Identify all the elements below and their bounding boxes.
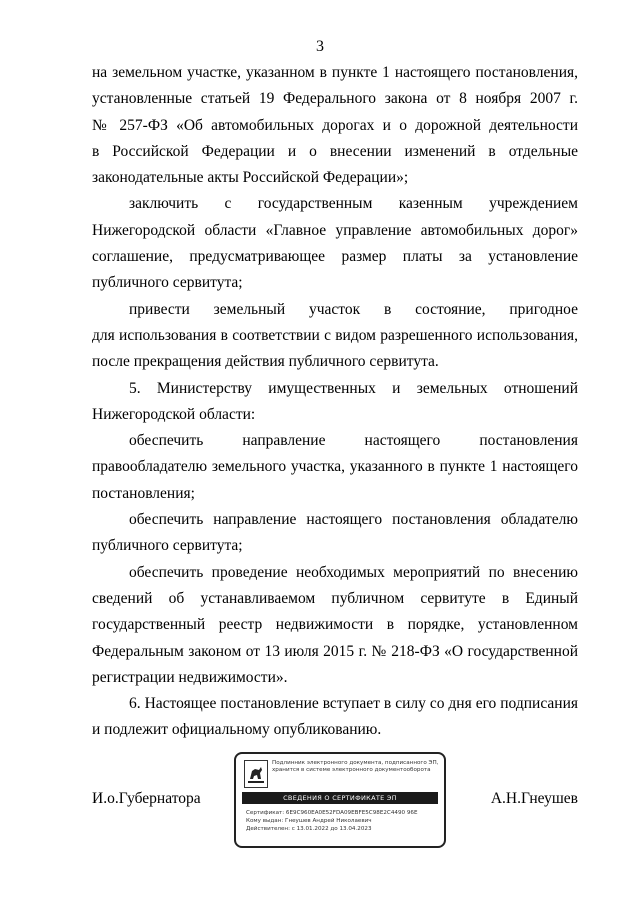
page-number: 3 (316, 38, 324, 55)
coat-of-arms-icon (244, 760, 268, 788)
text-line: обеспечить направление настоящего постановления (129, 432, 578, 450)
text-line: Нижегородской области: (92, 405, 256, 423)
stamp-header: СВЕДЕНИЯ О СЕРТИФИКАТЕ ЭП (242, 792, 438, 804)
text-line: Федеральным законом от 13 июля 2015 г. № 218-ФЗ «О государственной (92, 642, 578, 660)
paragraph (92, 560, 578, 691)
paragraph (92, 297, 578, 376)
text-line: постановления; (92, 484, 195, 502)
text-line: 6. Настоящее постановление вступает в силу со дня его подписания (129, 695, 578, 713)
text-line: обеспечить направление настоящего постановления обладателю (129, 511, 578, 529)
stamp-detail-row: Действителен: с 13.01.2022 до 13.04.2023 (246, 826, 372, 832)
text-line: в Российской Федерации и о внесении изменений в отдельные (92, 142, 578, 160)
stamp-detail-row: Кому выдан: Гнеушев Андрей Николаевич (246, 818, 372, 824)
signatory-position: И.о.Губернатора (92, 790, 201, 807)
text-line: привести земельный участок в состояние, пригодное (129, 300, 578, 318)
text-line: соглашение, предусматривающее размер платы за установление (92, 248, 578, 266)
stamp-note: Подлинник электронного документа, подписанного ЭП, хранится в системе электронного документооборота (272, 760, 439, 773)
text-line: и подлежит официальному опубликованию. (92, 721, 382, 739)
text-line: заключить с государственным казенным учреждением (129, 195, 578, 213)
document-body (92, 60, 578, 744)
text-line: 5. Министерству имущественных и земельных отношений (129, 379, 578, 397)
text-line: правообладателю земельного участка, указанного в пункте 1 настоящего (92, 458, 578, 476)
stamp-detail-row: Сертификат: 6E9C960EA0E52FDA09EBFE5C98E2C4490 96E (246, 810, 418, 816)
text-line: № 257-ФЗ «Об автомобильных дорогах и о дорожной деятельности (92, 116, 578, 134)
signatory-name: А.Н.Гнеушев (490, 790, 578, 807)
paragraph (92, 507, 578, 560)
text-line: государственный реестр недвижимости в порядке, установленном (92, 616, 578, 634)
paragraph (92, 191, 578, 296)
text-line: публичного сервитута; (92, 274, 243, 292)
paragraph (92, 691, 578, 744)
text-line: после прекращения действия публичного сервитута. (92, 353, 439, 371)
text-line: публичного сервитута; (92, 537, 243, 555)
text-line: обеспечить проведение необходимых мероприятий по внесению (129, 563, 578, 581)
text-line: на земельном участке, указанном в пункте 1 настоящего постановления, (92, 64, 578, 81)
text-line: установленные статьей 19 Федерального закона от 8 ноября 2007 г. (92, 90, 578, 108)
text-line: для использования в соответствии с видом разрешенного использования, (92, 326, 578, 344)
text-line: сведений об устанавливаемом публичном сервитуте в Единый (92, 589, 578, 607)
paragraph (92, 428, 578, 507)
stamp-details (246, 809, 442, 833)
text-line: регистрации недвижимости». (92, 668, 288, 686)
text-line: законодательные акты Российской Федерации»; (92, 169, 409, 187)
electronic-signature-stamp (234, 752, 446, 848)
text-line: Нижегородской области «Главное управление автомобильных дорог» (92, 221, 578, 239)
paragraph (92, 60, 578, 191)
paragraph (92, 376, 578, 429)
